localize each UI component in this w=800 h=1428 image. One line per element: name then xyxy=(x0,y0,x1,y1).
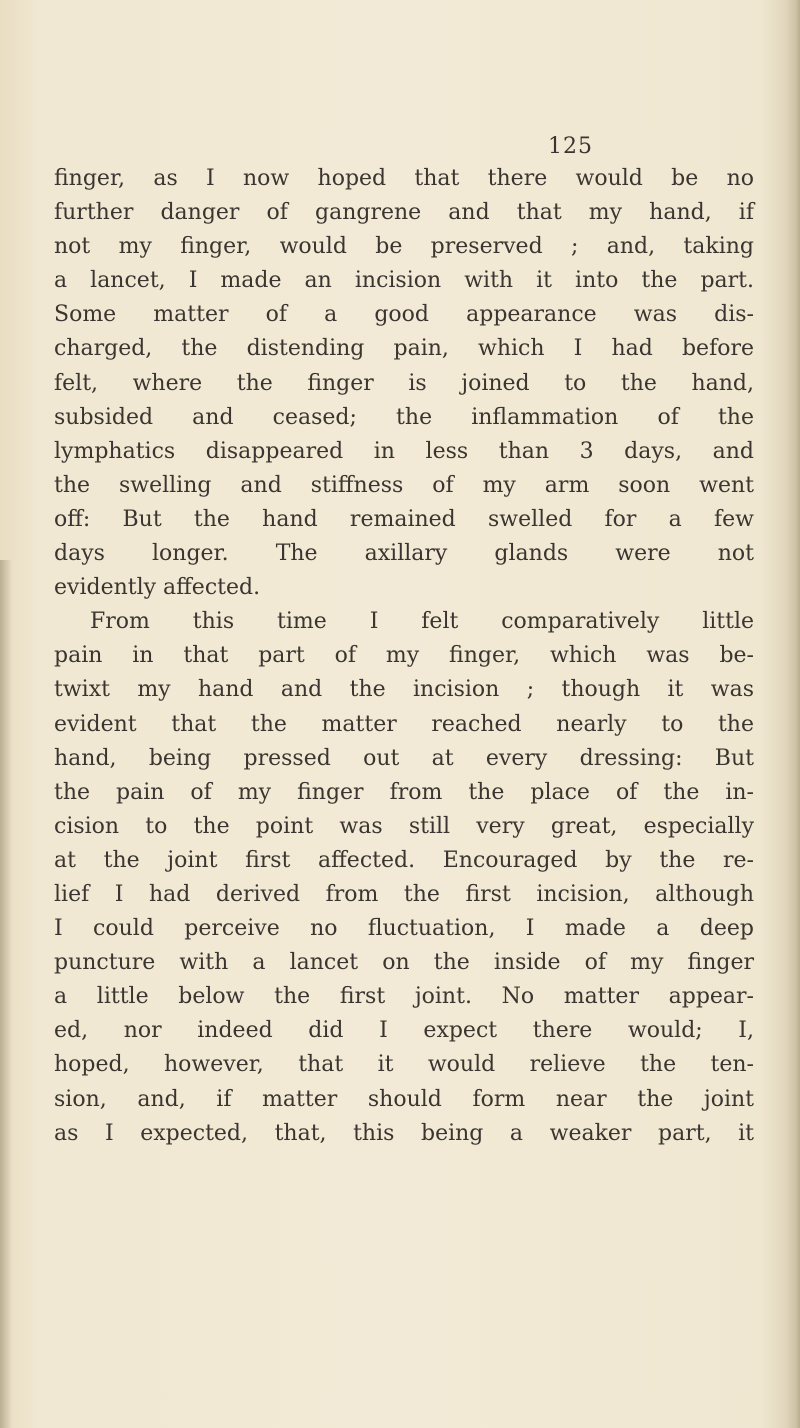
text-line: ed, nor indeed did I expect there would; I, xyxy=(54,1018,754,1044)
text-line: charged, the distending pain, which I had before xyxy=(54,336,754,362)
text-line: Some matter of a good appearance was dis- xyxy=(54,302,754,328)
text-line: days longer. The axillary glands were not xyxy=(54,541,754,567)
text-line: at the joint first affected. Encouraged by the re- xyxy=(54,847,754,873)
page-number: 125 xyxy=(548,134,593,159)
text-line: felt, where the finger is joined to the hand, xyxy=(54,370,754,396)
paragraph-end-line: evidently affected. xyxy=(54,575,261,601)
text-line: a little below the first joint. No matter appear- xyxy=(54,984,754,1010)
text-line: evident that the matter reached nearly to the xyxy=(54,711,754,737)
text-line: a lancet, I made an incision with it into the part. xyxy=(54,268,754,294)
text-line: lief I had derived from the first incision, although xyxy=(54,881,754,907)
text-line: subsided and ceased; the inflammation of the xyxy=(54,404,754,430)
text-line: finger, as I now hoped that there would be no xyxy=(54,166,754,191)
text-line: hoped, however, that it would relieve the ten- xyxy=(54,1052,754,1078)
text-line: not my finger, would be preserved ; and, taking xyxy=(54,234,754,260)
text-line: sion, and, if matter should form near the joint xyxy=(54,1086,754,1112)
text-line: as I expected, that, this being a weaker part, it xyxy=(54,1120,754,1146)
text-line: puncture with a lancet on the inside of my finger xyxy=(54,950,754,976)
text-line: twixt my hand and the incision ; though it was xyxy=(54,677,754,703)
text-line: lymphatics disappeared in less than 3 days, and xyxy=(54,438,754,464)
page-gutter-shadow xyxy=(0,560,12,1428)
text-line: the pain of my finger from the place of the in- xyxy=(54,779,754,805)
text-line: pain in that part of my finger, which was be- xyxy=(54,643,754,669)
text-line: cision to the point was still very great, especially xyxy=(54,813,754,839)
body-text xyxy=(54,162,754,1151)
text-line: further danger of gangrene and that my hand, if xyxy=(54,200,754,226)
text-line: the swelling and stiffness of my arm soon went xyxy=(54,472,754,498)
text-line: hand, being pressed out at every dressing: But xyxy=(54,745,754,771)
text-line: I could perceive no fluctuation, I made a deep xyxy=(54,916,754,942)
text-line: off: But the hand remained swelled for a few xyxy=(54,506,754,532)
paragraph-start-line: From this time I felt comparatively little xyxy=(90,609,754,635)
page-edge-shadow xyxy=(786,0,800,1428)
